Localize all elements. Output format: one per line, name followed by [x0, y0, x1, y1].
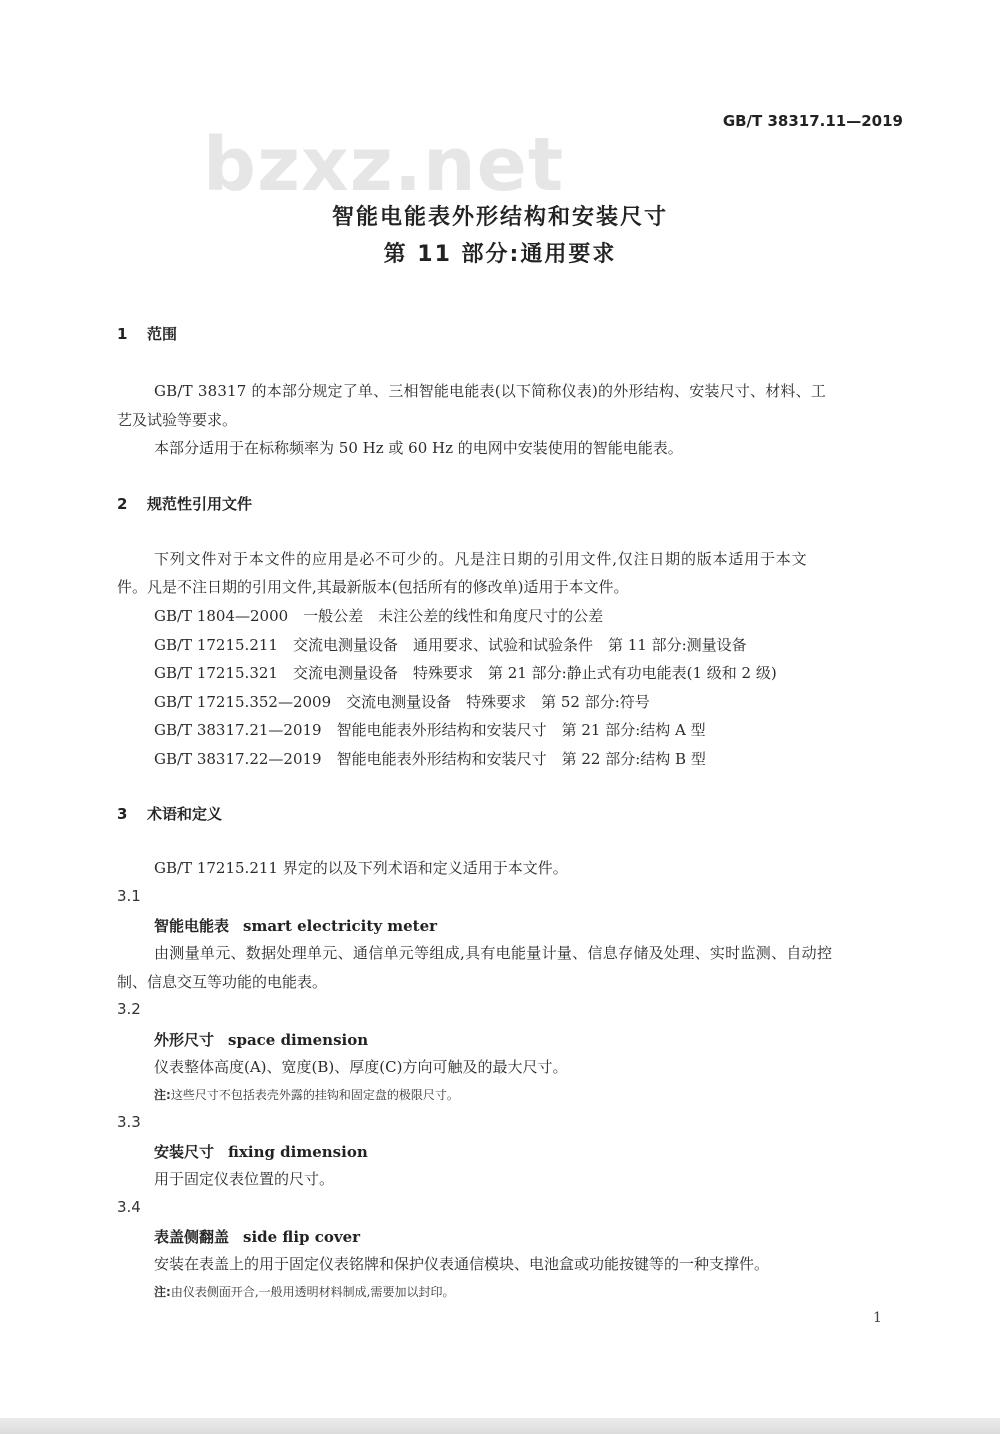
- paragraph-line: 艺及试验等要求。: [117, 411, 238, 429]
- paragraph-line: GB/T 38317 的本部分规定了单、三相智能电能表(以下简称仪表)的外形结构、安装尺寸、材料、工: [154, 382, 827, 400]
- watermark: bzxz.net: [203, 122, 565, 208]
- note: [154, 1283, 454, 1300]
- term-cn: 表盖侧翻盖: [154, 1228, 230, 1246]
- clause-number: 3.2: [117, 1000, 141, 1018]
- term-entry: [154, 1226, 360, 1247]
- term-cn: 智能电能表: [154, 917, 230, 935]
- definition-line: 用于固定仪表位置的尺寸。: [154, 1170, 335, 1188]
- reference-item: GB/T 38317.21—2019 智能电能表外形结构和安装尺寸 第 21 部分:结构 A 型: [154, 721, 706, 739]
- viewer-bottom-bar: [0, 1418, 1000, 1434]
- note-text: 这些尺寸不包括表壳外露的挂钩和固定盘的极限尺寸。: [170, 1088, 459, 1102]
- clause-number: 3.4: [117, 1198, 141, 1216]
- section-heading-scope: [117, 323, 177, 344]
- document-subtitle: 第 11 部分:通用要求: [383, 242, 617, 267]
- section-heading-normative-references: [117, 493, 252, 514]
- paragraph-line: GB/T 17215.211 界定的以及下列术语和定义适用于本文件。: [154, 859, 568, 877]
- note-label: 注:: [154, 1088, 171, 1102]
- term-entry: [154, 915, 437, 936]
- term-en: space dimension: [228, 1031, 369, 1049]
- paragraph-line: 件。凡是不注日期的引用文件,其最新版本(包括所有的修改单)适用于本文件。: [117, 578, 629, 596]
- term-cn: 安装尺寸: [154, 1143, 215, 1161]
- definition-line: 仪表整体高度(A)、宽度(B)、厚度(C)方向可触及的最大尺寸。: [154, 1058, 568, 1076]
- clause-number: 3.1: [117, 887, 141, 905]
- term-en: smart electricity meter: [243, 917, 438, 935]
- paragraph-line: 本部分适用于在标称频率为 50 Hz 或 60 Hz 的电网中安装使用的智能电能表。: [154, 439, 683, 457]
- section-number: 3: [117, 805, 128, 823]
- reference-item: GB/T 17215.352—2009 交流电测量设备 特殊要求 第 52 部分:符号: [154, 693, 650, 711]
- term-entry: [154, 1141, 368, 1162]
- reference-item: GB/T 17215.211 交流电测量设备 通用要求、试验和试验条件 第 11 部分:测量设备: [154, 636, 747, 654]
- page-number: 1: [873, 1310, 882, 1326]
- paragraph-line: 下列文件对于本文件的应用是必不可少的。凡是注日期的引用文件,仅注日期的版本适用于本文: [154, 550, 808, 568]
- section-heading-terms: [117, 803, 222, 824]
- section-title: 术语和定义: [147, 805, 223, 823]
- document-title: 智能电能表外形结构和安装尺寸: [331, 205, 668, 230]
- note-text: 由仪表侧面开合,一般用透明材料制成,需要加以封印。: [170, 1285, 455, 1299]
- reference-item: GB/T 17215.321 交流电测量设备 特殊要求 第 21 部分:静止式有功电能表(1 级和 2 级): [154, 664, 777, 682]
- clause-number: 3.3: [117, 1113, 141, 1131]
- term-en: fixing dimension: [228, 1143, 368, 1161]
- standard-number: GB/T 38317.11—2019: [722, 112, 903, 130]
- section-title: 范围: [147, 325, 178, 343]
- section-number: 1: [117, 325, 128, 343]
- term-en: side flip cover: [243, 1228, 361, 1246]
- section-title: 规范性引用文件: [147, 495, 253, 513]
- section-number: 2: [117, 495, 128, 513]
- term-cn: 外形尺寸: [154, 1031, 215, 1049]
- reference-item: GB/T 38317.22—2019 智能电能表外形结构和安装尺寸 第 22 部分:结构 B 型: [154, 750, 706, 768]
- definition-line: 制、信息交互等功能的电能表。: [117, 973, 328, 991]
- note-label: 注:: [154, 1285, 171, 1299]
- note: [154, 1086, 459, 1103]
- term-entry: [154, 1029, 368, 1050]
- reference-item: GB/T 1804—2000 一般公差 未注公差的线性和角度尺寸的公差: [154, 607, 604, 625]
- definition-line: 安装在表盖上的用于固定仪表铭牌和保护仪表通信模块、电池盒或功能按键等的一种支撑件。: [154, 1255, 770, 1273]
- definition-line: 由测量单元、数据处理单元、通信单元等组成,具有电能量计量、信息存储及处理、实时监测、自动控: [154, 944, 833, 962]
